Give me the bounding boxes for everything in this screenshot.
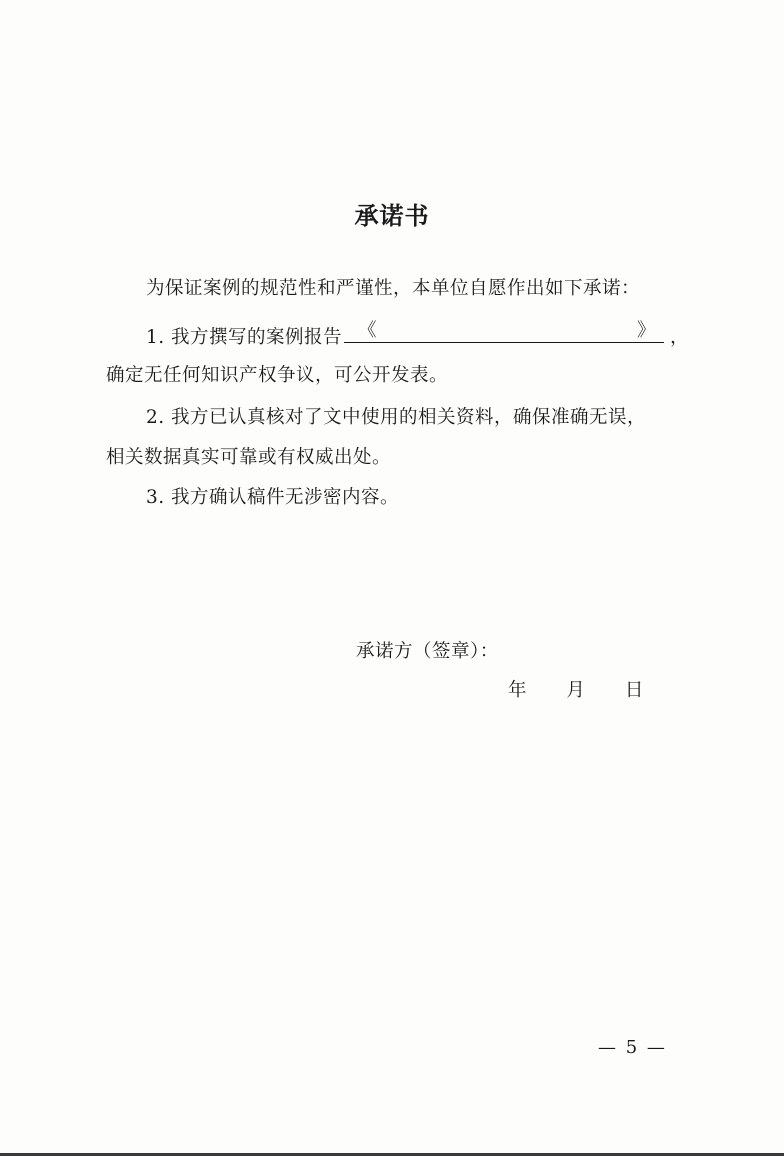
date-year: 年 bbox=[508, 680, 527, 701]
commitment-item-3: 3. 我方确认稿件无涉密内容。 bbox=[146, 487, 400, 508]
document-title: 承诺书 bbox=[354, 201, 430, 230]
open-bracket: 《 bbox=[358, 320, 378, 341]
date-day: 日 bbox=[624, 680, 644, 701]
item-1-trail: ， bbox=[670, 327, 690, 348]
close-bracket: 》 bbox=[637, 320, 657, 341]
date-month: 月 bbox=[566, 680, 585, 701]
intro-paragraph: 为保证案例的规范性和严谨性，本单位自愿作出如下承诺： bbox=[146, 278, 641, 299]
commitment-item-1-continued: 确定无任何知识产权争议，可公开发表。 bbox=[106, 365, 449, 386]
report-title-blank bbox=[344, 320, 664, 343]
date-line bbox=[508, 676, 643, 702]
commitment-item-2-continued: 相关数据真实可靠或有权威出处。 bbox=[106, 447, 392, 468]
page-number: — 5 — bbox=[598, 1037, 667, 1058]
item-1-text: 1. 我方撰写的案例报告 bbox=[146, 327, 343, 348]
commitment-item-2: 2. 我方已认真核对了文中使用的相关资料，确保准确无误， bbox=[146, 407, 647, 428]
signer-label: 承诺方（签章）： bbox=[356, 641, 499, 662]
commitment-item-1 bbox=[146, 320, 689, 349]
